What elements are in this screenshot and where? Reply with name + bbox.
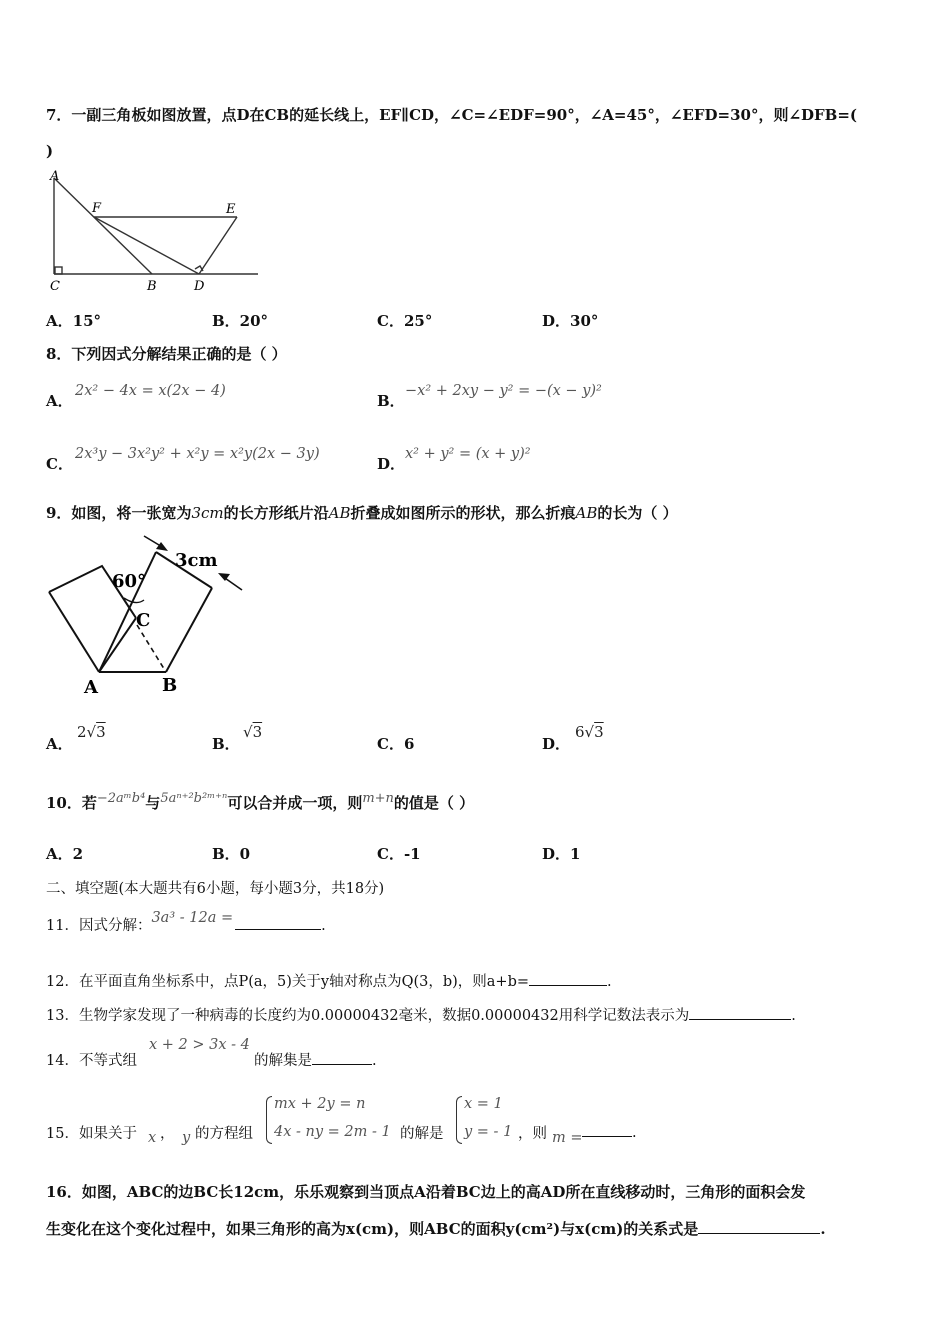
q7-figure	[44, 166, 264, 298]
q7-label-c: C	[50, 279, 60, 294]
q15-stem-c: 的解是	[400, 1126, 444, 1142]
q9-stem	[46, 502, 678, 523]
q12-stem	[46, 970, 612, 991]
q16-answer-blank[interactable]	[698, 1219, 820, 1234]
q15-answer-blank[interactable]	[582, 1122, 632, 1137]
q15-answer-group	[582, 1122, 637, 1141]
q16-line2: 生变化在这个变化过程中，如果三角形的高为x(cm)，则ABC的面积y(cm²)与x(cm)的关系式是	[46, 1220, 699, 1238]
q8-option-d-expr: x² + y² = (x + y)²	[405, 446, 531, 462]
q14-tail-group	[254, 1049, 377, 1070]
q10-tail: 的值是（ ）	[393, 794, 475, 812]
q8-option-c[interactable]	[46, 453, 73, 474]
q13-stem	[46, 1004, 796, 1025]
q15-eq1: mx + 2y = n	[274, 1096, 366, 1112]
q7-right-angle-c	[55, 267, 62, 274]
q10-mid2: 可以合并成一项，则	[227, 794, 363, 812]
q10-stem	[46, 792, 474, 813]
q10-option-b[interactable]: B．0	[212, 845, 251, 863]
q9-option-b-rad: 3	[252, 723, 263, 741]
q9-figure	[44, 530, 254, 700]
q7-stem-line2: )	[46, 142, 54, 160]
q12-label: 12．在平面直角坐标系中，点P(a，5)关于y轴对称点为Q(3，b)，则a+b=	[46, 974, 530, 990]
q9-option-a-expr: 2√3	[77, 723, 106, 741]
q8-option-a-label: A．	[46, 392, 73, 410]
q9-stem-e: 折叠成如图所示的形状，那么折痕	[350, 504, 576, 522]
q7-option-a[interactable]: A．15°	[46, 312, 102, 330]
q9-stem-d: AB	[328, 504, 351, 522]
q9-option-c-value: 6	[403, 735, 415, 753]
q9-option-d-label: D．	[542, 735, 571, 753]
q9-option-c[interactable]	[377, 733, 414, 754]
q10-num: 10．若	[46, 794, 97, 812]
q8-option-c-expr: 2x³y − 3x²y² + x²y = x²y(2x − 3y)	[75, 446, 320, 462]
q9-label-a: A	[84, 677, 98, 698]
q10-expr3: m+n	[362, 791, 394, 806]
q15-sol1: x = 1	[464, 1096, 503, 1112]
q9-stem-b: 3cm	[191, 504, 224, 522]
q7-right-angle-d	[195, 266, 203, 271]
q13-answer-blank[interactable]	[689, 1005, 791, 1020]
q8-option-b-expr: −x² + 2xy − y² = −(x − y)²	[405, 383, 602, 399]
q11-expr: 3a³ - 12a =	[151, 910, 234, 926]
q7-option-c[interactable]: C．25°	[377, 312, 433, 330]
q7-line-ab	[54, 178, 152, 274]
q15-stem-b: 的方程组	[195, 1126, 253, 1142]
q10-expr2: 5aⁿ⁺²b²ᵐ⁺ⁿ	[160, 791, 228, 806]
q11-stem	[46, 910, 326, 935]
q9-option-a[interactable]	[46, 733, 73, 754]
q9-option-b[interactable]	[212, 733, 240, 754]
q14-label: 14．不等式组	[46, 1053, 137, 1069]
q14-answer-blank[interactable]	[312, 1050, 372, 1065]
q7-label-f: F	[92, 201, 102, 216]
q15-eq2: 4x - ny = 2m - 1	[274, 1124, 391, 1140]
q9-option-a-label: A．	[46, 735, 73, 753]
q7-option-b[interactable]: B．20°	[212, 312, 269, 330]
q9-option-d-coef: 6	[575, 723, 585, 741]
q9-option-b-expr: √3	[243, 723, 263, 741]
q16-stem-line1: 16．如图，ABC的边BC长12cm，乐乐观察到当顶点A沿着BC边上的高AD所在直线移动时，三角形的面积会发	[46, 1183, 806, 1201]
q9-label-b: B	[162, 675, 178, 696]
q9-label-c: C	[136, 610, 151, 631]
q9-stem-a: 9．如图，将一张宽为	[46, 504, 192, 522]
q15-comma: ，	[160, 1126, 175, 1142]
q14-tail: 的解集是	[254, 1053, 312, 1069]
q9-fold-ac	[99, 618, 136, 672]
q13-label: 13．生物学家发现了一种病毒的长度约为0.00000432毫米，数据0.00000432用科学记数法表示为	[46, 1008, 690, 1024]
q9-option-a-rad: 3	[96, 723, 106, 741]
q9-right-strip-outer	[166, 588, 212, 672]
q14-end: .	[372, 1053, 377, 1069]
q9-option-d-rad: 3	[594, 723, 604, 741]
q15-stem-d: ，则	[518, 1126, 547, 1142]
q9-option-c-label: C．	[377, 735, 404, 753]
q9-label-width: 3cm	[175, 550, 218, 571]
q8-option-a-expr: 2x² − 4x = x(2x − 4)	[75, 383, 226, 399]
q15-end: .	[632, 1125, 637, 1141]
q9-left-strip-outer	[49, 592, 99, 672]
q15-sol2: y = - 1	[464, 1124, 513, 1140]
q11-answer-blank[interactable]	[235, 915, 321, 930]
q7-label-b: B	[147, 279, 157, 294]
q15-brace-system	[266, 1096, 272, 1144]
q10-option-a[interactable]: A．2	[46, 845, 84, 863]
q7-label-e: E	[226, 202, 236, 217]
q15-brace-solution	[456, 1096, 462, 1144]
q14-stem	[46, 1049, 137, 1070]
q7-line-fd	[94, 217, 199, 274]
q9-option-b-label: B．	[212, 735, 240, 753]
q8-option-b[interactable]	[377, 390, 405, 411]
q9-label-angle: 60°	[112, 571, 147, 592]
q15-var-y: y	[182, 1130, 191, 1146]
q13-end: .	[791, 1008, 796, 1024]
q8-option-c-label: C．	[46, 455, 73, 473]
q8-option-b-label: B．	[377, 392, 405, 410]
q7-label-a: A	[50, 169, 60, 184]
q8-option-d[interactable]	[377, 453, 405, 474]
q10-option-c[interactable]: C．-1	[377, 845, 421, 863]
q12-answer-blank[interactable]	[529, 971, 607, 986]
q16-stem-line2	[46, 1218, 826, 1239]
q9-option-a-coef: 2	[77, 723, 87, 741]
q7-label-d: D	[194, 279, 205, 294]
q15-m-eq: m =	[552, 1130, 583, 1146]
q15-var-x: x	[148, 1130, 157, 1146]
q15-stem-a: 15．如果关于	[46, 1126, 137, 1142]
q9-stem-g: 的长为（ ）	[597, 504, 678, 522]
q9-option-d-expr: 6√3	[575, 723, 604, 741]
q14-expr: x + 2 > 3x - 4	[149, 1037, 250, 1053]
q7-option-d[interactable]: D．30°	[542, 312, 599, 330]
q9-stem-c: 的长方形纸片沿	[223, 504, 329, 522]
q10-expr1: −2aᵐb⁴	[96, 791, 146, 806]
q9-stem-f: AB	[575, 504, 598, 522]
q11-label: 11．因式分解：	[46, 918, 152, 934]
q7-stem-line1: 7．一副三角板如图放置，点D在CB的延长线上，EF∥CD，∠C=∠EDF=90°，∠A=45°，∠EFD=30°，则∠DFB=(	[46, 106, 858, 124]
q11-end: .	[321, 918, 326, 934]
q8-option-a[interactable]	[46, 390, 73, 411]
q7-line-ed	[199, 217, 237, 274]
q8-option-d-label: D．	[377, 455, 406, 473]
q9-option-d[interactable]	[542, 733, 570, 754]
q9-dashed-line	[137, 625, 166, 672]
section2-title: 二、填空题(本大题共有6小题，每小题3分，共18分)	[46, 881, 385, 897]
q10-option-d[interactable]: D．1	[542, 845, 581, 863]
q8-stem: 8．下列因式分解结果正确的是（ ）	[46, 345, 287, 363]
q16-end: .	[820, 1220, 826, 1238]
q10-mid1: 与	[145, 794, 161, 812]
q12-end: .	[607, 974, 612, 990]
